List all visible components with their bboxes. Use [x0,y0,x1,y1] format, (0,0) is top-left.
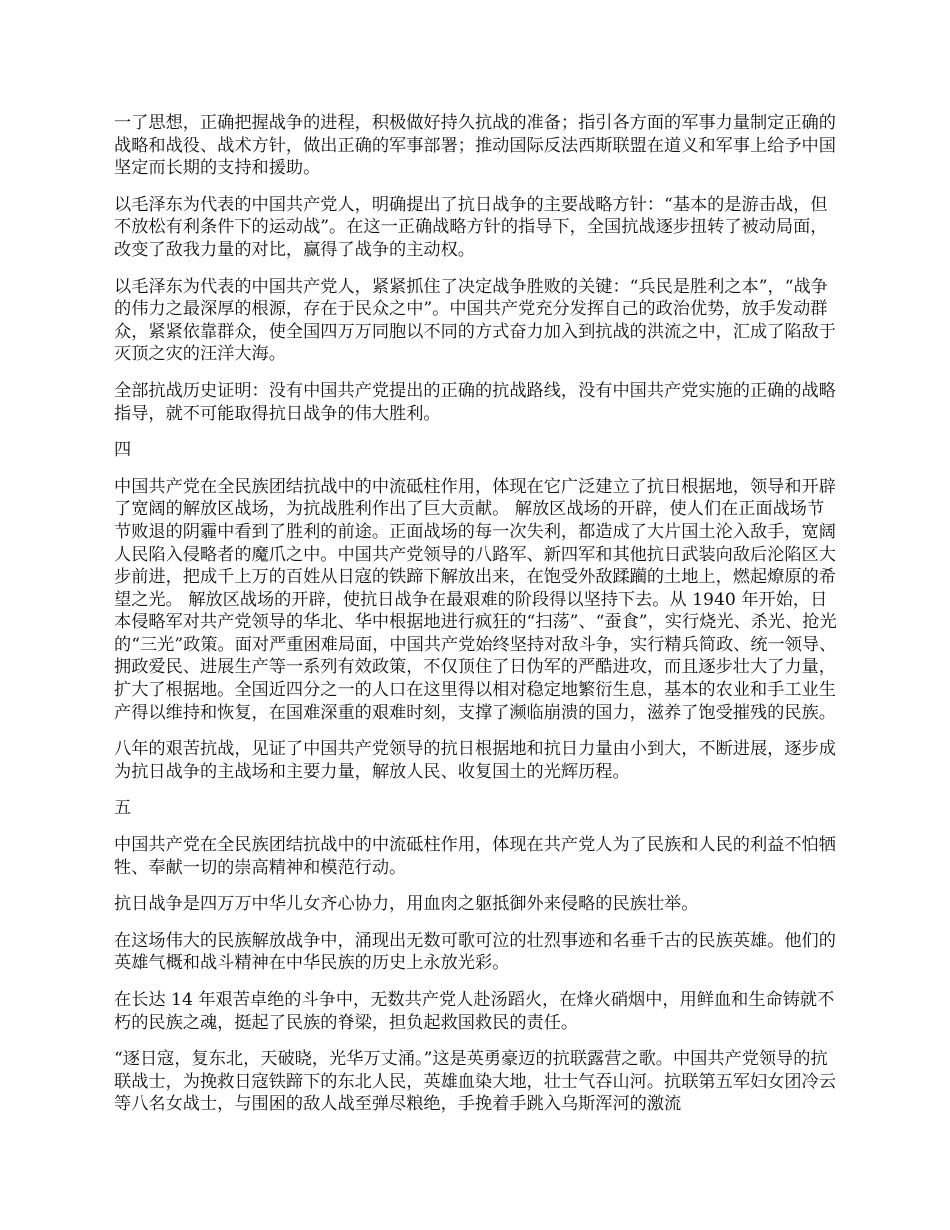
paragraph-7: 中国共产党在全民族团结抗战中的中流砥柱作用，体现在共产党人为了民族和人民的利益不怕牺牲、奉献一切的崇高精神和模范行动。 [114,835,836,878]
section-heading-5: 五 [114,798,132,819]
paragraph-5: 中国共产党在全民族团结抗战中的中流砥柱作用，体现在它广泛建立了抗日根据地，领导和开辟了宽阔的解放区战场，为抗战胜利作出了巨大贡献。 解放区战场的开辟，使人们在正面战场节节败退的阴霾中看到了胜利的前途。正面战场的每一次失利，都造成了大片国土沦入敌手，宽阔人民陷入侵略者的魔爪之中。中国共产党领导的八路军、新四军和其他抗日武装向敌后沦陷区大步前进，把成千上万的百姓从日寇的铁蹄下解放出来，在饱受外敌蹂躏的土地上，燃起燎原的希望之光。 解放区战场的开辟，使抗日战争在最艰难的阶段得以坚持下去。从 1940 年开始，日本侵略军对共产党领导的华北、华中根据地进行疯狂的“扫荡”、“蚕食”，实行烧光、杀光、抢光的“三光”政策。面对严重困难局面，中国共产党始终坚持对敌斗争，实行精兵简政、统一领导、拥政爱民、进展生产等一系列有效政策，不仅顶住了日伪军的严酷进攻，而且逐步壮大了力量，扩大了根据地。全国近四分之一的人口在这里得以相对稳定地繁衍生息，基本的农业和手工业生产得以维持和恢复，在国难深重的艰难时刻，支撑了濒临崩溃的国力，滋养了饱受摧残的民族。 [114,476,837,723]
paragraph-11: “逐日寇，复东北，天破晓，光华万丈涌。”这是英勇豪迈的抗联露营之歌。中国共产党领导的抗联战士，为挽救日寇铁蹄下的东北人民，英雄血染大地，壮士气吞山河。抗联第五军妇女团冷云等八名女战士，与围困的敌人战至弹尽粮绝，手挽着手跳入乌斯浑河的激流 [114,1049,836,1115]
paragraph-6: 八年的艰苦抗战，见证了中国共产党领导的抗日根据地和抗日力量由小到大，不断进展，逐步成为抗日战争的主战场和主要力量，解放人民、收复国土的光辉历程。 [114,739,836,782]
paragraph-8: 抗日战争是四万万中华儿女齐心协力，用血肉之躯抵御外来侵略的民族壮举。 [114,894,699,915]
paragraph-2: 以毛泽东为代表的中国共产党人，明确提出了抗日战争的主要战略方针：“基本的是游击战，但不放松有利条件下的运动战”。在这一正确战略方针的指导下，全国抗战逐步扭转了被动局面，改变了敌我力量的对比，赢得了战争的主动权。 [114,194,828,260]
paragraph-9: 在这场伟大的民族解放战争中，涌现出无数可歌可泣的壮烈事迹和名垂千古的民族英雄。他们的英雄气概和战斗精神在中华民族的历史上永放光彩。 [114,930,836,974]
paragraph-4: 全部抗战历史证明：没有中国共产党提出的正确的抗战路线，没有中国共产党实施的正确的战略指导，就不可能取得抗日战争的伟大胜利。 [114,380,836,424]
paragraph-10: 在长达 14 年艰苦卓绝的斗争中，无数共产党人赴汤蹈火，在烽火硝烟中，用鲜血和生命铸就不朽的民族之魂，挺起了民族的脊梁，担负起救国救民的责任。 [114,990,835,1033]
paragraph-1: 一了思想，正确把握战争的进程，积极做好持久抗战的准备；指引各方面的军事力量制定正确的战略和战役、战术方针，做出正确的军事部署；推动国际反法西斯联盟在道义和军事上给予中国坚定而长期的支持和援助。 [114,113,836,179]
paragraph-3: 以毛泽东为代表的中国共产党人，紧紧抓住了决定战争胜败的关键：“兵民是胜利之本”，“战争的伟力之最深厚的根源，存在于民众之中”。中国共产党充分发挥自己的政治优势，放手发动群众，紧紧依靠群众，使全国四万万同胞以不同的方式奋力加入到抗战的洪流之中，汇成了陷敌于灭顶之灾的汪洋大海。 [114,276,836,365]
section-heading-4: 四 [114,440,132,461]
